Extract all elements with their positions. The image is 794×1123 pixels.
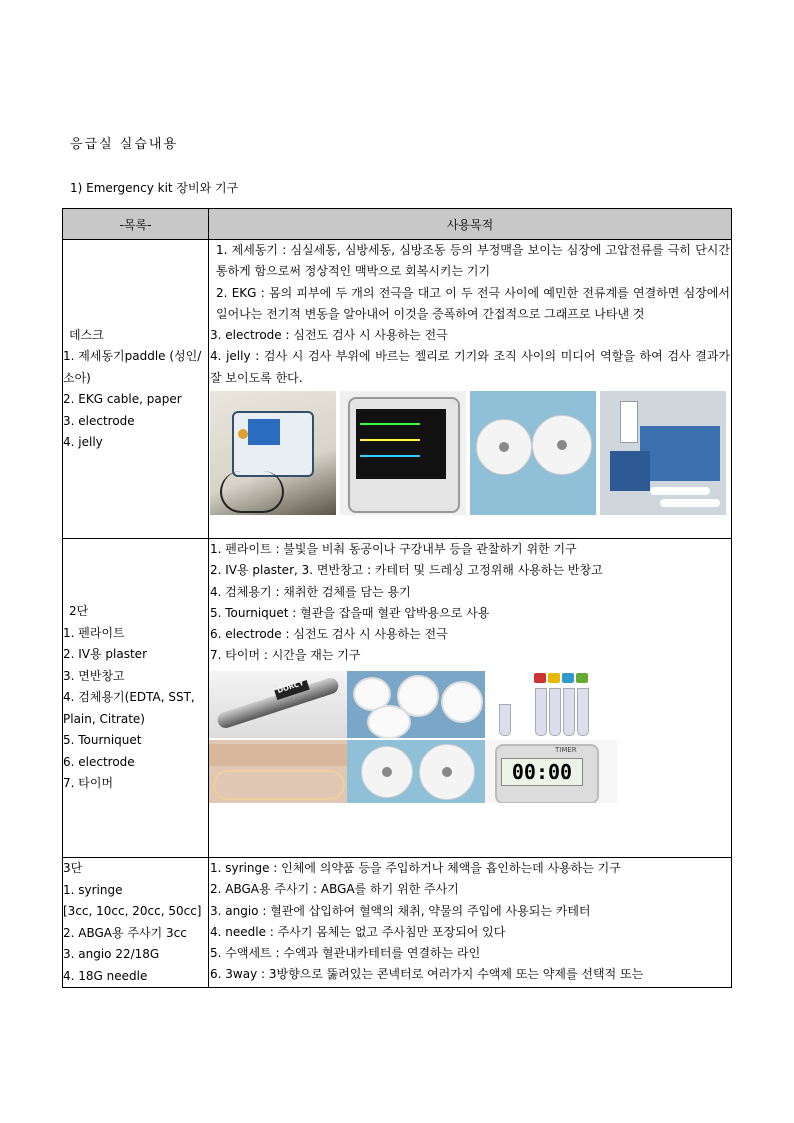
specimen-tubes-photo [485, 671, 617, 738]
tier2-purpose-cell [209, 539, 732, 858]
ekg-monitor-photo [340, 391, 466, 515]
list-item: 1. 펜라이트 : 불빛을 비춰 동공이나 구강내부 등을 관찰하기 위한 기구 [210, 542, 577, 556]
penlight-brand-label: DORCY [276, 678, 305, 695]
defibrillator-photo [210, 391, 336, 515]
list-item: 3. electrode : 심전도 검사 시 사용하는 전극 [210, 328, 448, 343]
tier2-photos-top [209, 671, 731, 738]
equipment-table [62, 208, 732, 988]
list-item: 2. IV용 plaster, 3. 면반창고 : 카테터 및 드레싱 고정위해 사용하는 반창고 [210, 563, 603, 578]
desk-items-cell [63, 240, 209, 539]
list-item: 5. Tourniquet [63, 733, 142, 748]
list-item: 4. jelly : 검사 시 검사 부위에 바르는 젤리로 기기와 조직 사이의 미디어 역할을 하여 검사 결과가 잘 보이도록 한다. [210, 349, 730, 385]
plaster-photo [347, 671, 485, 738]
table-row-desk [63, 240, 732, 539]
list-item: 2단 [69, 604, 89, 619]
list-item: 6. 3way : 3방향으로 뚫려있는 콘넥터로 여러가지 수액제 또는 약제를 선택적 또는 [210, 967, 644, 982]
list-item: 6. electrode : 심전도 검사 시 사용하는 전극 [210, 627, 448, 642]
list-item: 4. needle : 주사기 몸체는 없고 주사침만 포장되어 있다 [210, 924, 506, 939]
electrode-photo [470, 391, 596, 515]
header-purpose: 사용목적 [209, 209, 732, 240]
list-item: 2. EKG : 몸의 피부에 두 개의 전극을 대고 이 두 전극 사이에 예민한 전류계를 연결하면 심장에서 일어나는 전기적 변동을 알아내어 이것을 증폭하여 간접적으로 그래프로 나타낸 것 [216, 285, 730, 321]
page-heading: 응급실 실습내용 [70, 137, 179, 152]
list-item: 1. 제세동기paddle (성인/소아) [63, 349, 202, 385]
penlight-photo [209, 671, 347, 738]
timer-display: 00:00 [501, 758, 583, 786]
list-item: 3. angio : 혈관에 삽입하여 혈액의 채취, 약물의 주입에 사용되는 카테터 [210, 903, 591, 918]
desk-purpose-cell [209, 240, 732, 539]
list-item: 1. syringe : 인체에 의약품 등을 주입하거나 체액을 흡인하는데 사용하는 기구 [210, 861, 621, 875]
list-item: 5. Tourniquet : 혈관을 잡을때 혈관 압박용으로 사용 [210, 605, 490, 620]
list-item: 4. 검체용기(EDTA, SST, Plain, Citrate) [63, 690, 195, 726]
desk-photos [209, 389, 731, 515]
list-item: 3. 면반창고 [63, 668, 125, 683]
list-item: 4. jelly [63, 435, 103, 449]
tourniquet-photo [209, 740, 347, 803]
list-item: 6. electrode [63, 754, 135, 769]
list-item: 7. 타이머 [63, 776, 114, 791]
list-item: 3. electrode [63, 413, 135, 428]
list-item: 데스크 [69, 327, 104, 342]
section-heading: 1) Emergency kit 장비와 기구 [70, 181, 239, 195]
list-item: 7. 타이머 : 시간을 재는 기구 [210, 648, 361, 663]
electrode-photo-2 [347, 740, 485, 803]
list-item: 3단 [63, 861, 83, 875]
list-item: 1. 제세동기 : 심실세동, 심방세동, 심방조동 등의 부정맥을 보이는 심장에 고압전류를 극히 단시간 통하게 함으로써 정상적인 맥박으로 회복시키는 기기 [216, 243, 730, 279]
list-item: 3. angio 22/18G [63, 947, 160, 961]
tier3-purpose-cell [209, 858, 732, 988]
jelly-photo [600, 391, 726, 515]
list-item: 2. ABGA용 주사기 : ABGA를 하기 위한 주사기 [210, 882, 459, 897]
list-item: 5. 수액세트 : 수액과 혈관내카테터를 연결하는 라인 [210, 946, 481, 961]
tier2-items-cell [63, 539, 209, 858]
tier3-items-cell [63, 858, 209, 988]
table-row-tier3 [63, 858, 732, 988]
tier2-photos-bottom [209, 740, 731, 803]
timer-photo [485, 740, 617, 803]
list-item: 2. IV용 plaster [63, 647, 147, 662]
list-item: 1. syringe [63, 882, 123, 897]
list-item: [3cc, 10cc, 20cc, 50cc] [63, 904, 202, 918]
list-item: 2. ABGA용 주사기 3cc [63, 925, 187, 940]
table-header-row [63, 209, 732, 240]
list-item: 1. 펜라이트 [63, 625, 125, 640]
list-item: 4. 검체용기 : 채취한 검체를 담는 용기 [210, 584, 411, 599]
table-row-tier2 [63, 539, 732, 858]
timer-brand-label: TIMER [555, 745, 577, 754]
list-item: 4. 18G needle [63, 968, 148, 983]
list-item: 2. EKG cable, paper [63, 392, 182, 406]
header-list: -목록- [63, 209, 209, 240]
